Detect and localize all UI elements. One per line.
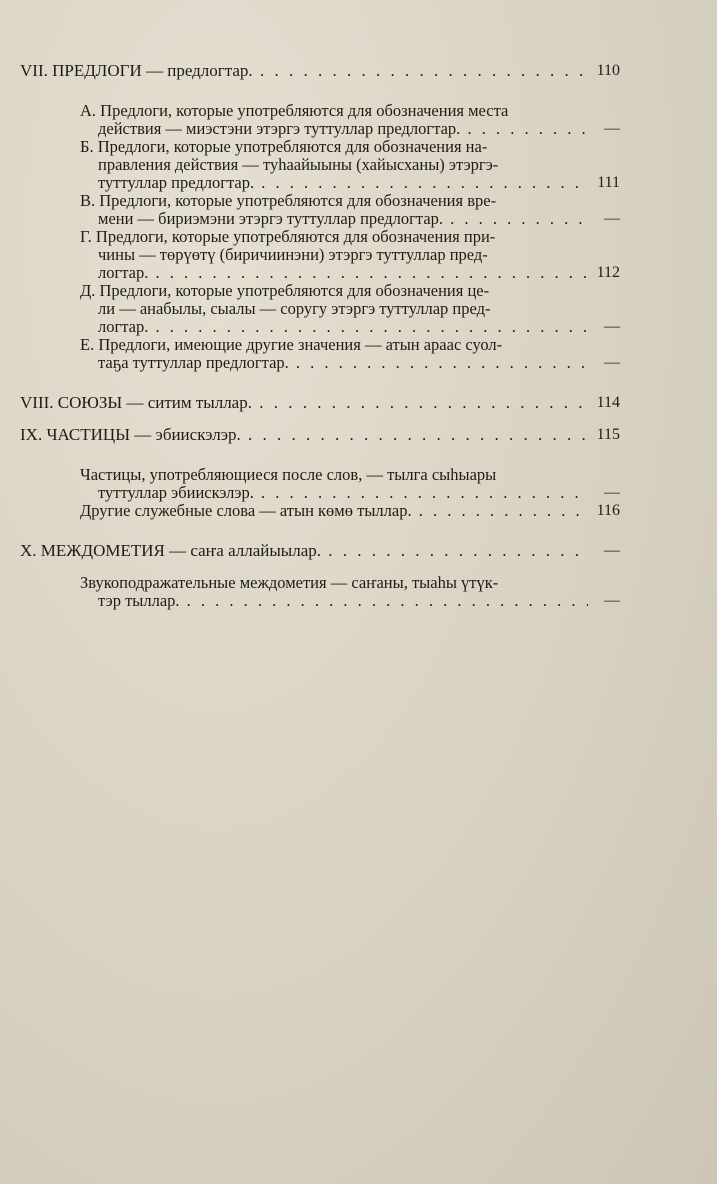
toc-page-number: 111	[597, 174, 620, 191]
toc-page-number: —	[604, 542, 620, 559]
toc-entry-line: туттуллар предлогтар. . . .	[80, 174, 588, 192]
toc-page-number: —	[604, 592, 620, 609]
toc-page-number: 116	[596, 502, 620, 519]
toc-entry-line: мени — бириэмэни этэргэ туттуллар предлогтар. . . .	[80, 210, 588, 228]
toc-entry-line: таҕа туттуллар предлогтар. . . .	[80, 354, 588, 372]
toc-entry-line: логтар. . . .	[80, 264, 588, 282]
toc-entry-vii-b	[80, 138, 620, 192]
toc-entry-vii-v	[80, 192, 620, 228]
toc-entry-line: чины — төрүөтү (биричиинэни) этэргэ туттуллар пред-	[98, 245, 488, 264]
toc-entry-x	[20, 542, 620, 560]
toc-page-number: —	[604, 318, 620, 335]
toc-entry-x-1	[80, 574, 620, 610]
toc-entry-line: Звукоподражательные междометия — саҥаны, тыаһы үтүк-	[80, 573, 499, 592]
toc-entry-line: Б. Предлоги, которые употребляются для обозначения на-	[80, 137, 488, 156]
toc-entry-vii-a	[80, 102, 620, 138]
toc-entry-ix-1	[80, 466, 620, 502]
toc-entry-line: Другие служебные слова — атын көмө тыллар. . . .	[80, 502, 588, 520]
toc-entry-line: туттуллар эбиискэлэр. . . .	[80, 484, 588, 502]
toc-entry-vii	[20, 62, 620, 80]
toc-page-number: 112	[596, 264, 620, 281]
toc-page-number: —	[604, 354, 620, 371]
toc-entry-ix-2	[80, 502, 620, 520]
toc-entry-line: VIII. СОЮЗЫ — ситим тыллар. . . .	[20, 394, 588, 412]
toc-entry-line: Д. Предлоги, которые употребляются для обозначения це-	[80, 281, 490, 300]
toc-entry-vii-d	[80, 282, 620, 336]
toc-entry-line: VII. ПРЕДЛОГИ — предлогтар. . . .	[20, 62, 588, 80]
toc-entry-line: правления действия — туһаайыыны (хайысханы) этэргэ-	[98, 155, 499, 174]
toc-entry-line: IX. ЧАСТИЦЫ — эбиискэлэр. . . .	[20, 426, 588, 444]
toc-page-number: —	[604, 210, 620, 227]
toc-entry-vii-g	[80, 228, 620, 282]
table-of-contents	[20, 62, 620, 610]
toc-entry-line: логтар. . . .	[80, 318, 588, 336]
toc-entry-vii-e	[80, 336, 620, 372]
toc-entry-ix	[20, 426, 620, 444]
toc-entry-line: тэр тыллар. . . .	[80, 592, 588, 610]
toc-page-number: —	[604, 120, 620, 137]
toc-entry-viii	[20, 394, 620, 412]
toc-entry-line: Г. Предлоги, которые употребляются для обозначения при-	[80, 227, 496, 246]
toc-entry-line: Частицы, употребляющиеся после слов, — тылга сыһыары	[80, 465, 497, 484]
toc-entry-line: А. Предлоги, которые употребляются для обозначения места	[80, 101, 509, 120]
toc-page-number: 115	[596, 426, 620, 443]
toc-entry-line: действия — миэстэни этэргэ туттуллар предлогтар. . . .	[80, 120, 588, 138]
toc-entry-line: X. МЕЖДОМЕТИЯ — саҥа аллайыылар. . . .	[20, 542, 588, 560]
toc-entry-line: В. Предлоги, которые употребляются для обозначения вре-	[80, 191, 497, 210]
toc-page-number: 114	[596, 394, 620, 411]
toc-page-number: —	[604, 484, 620, 501]
toc-page-number: 110	[596, 62, 620, 79]
toc-entry-line: Е. Предлоги, имеющие другие значения — атын араас суол-	[80, 335, 503, 354]
toc-entry-line: ли — анабылы, сыалы — соругу этэргэ туттуллар пред-	[98, 299, 491, 318]
